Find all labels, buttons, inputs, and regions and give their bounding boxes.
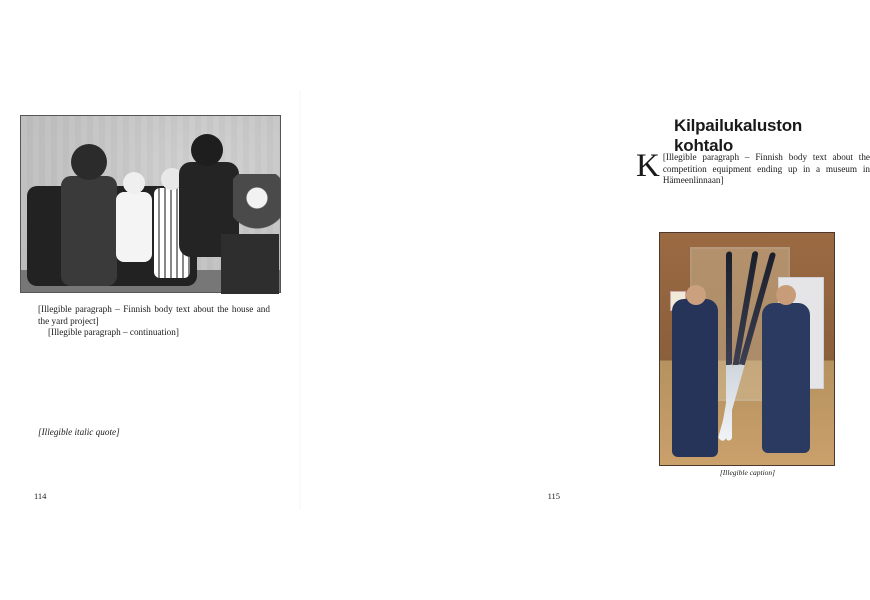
right-body-text [636, 148, 870, 187]
photo-person-baby-head [123, 172, 145, 194]
right-paragraph: [Illegible paragraph – Finnish body text about the competition equipment ending up in a museum in Hämeenlinnaan] [662, 152, 870, 186]
left-paragraph-1: [Illegible paragraph – Finnish body text about the house and the yard project] [38, 304, 270, 326]
photo-person-mother-head [191, 134, 223, 166]
ski-handover-photo [659, 232, 835, 466]
photo-person-left-head [686, 285, 706, 305]
photo-table [221, 234, 279, 294]
left-body-text [38, 304, 270, 339]
photo-caption: [Illegible caption] [719, 468, 776, 477]
right-page [300, 0, 870, 600]
left-quote: [Illegible italic quote] [38, 427, 120, 437]
page-number-right: 115 [547, 491, 560, 501]
left-paragraph-2: [Illegible paragraph – continuation] [48, 327, 179, 338]
page-number-left: 114 [34, 491, 47, 501]
drop-cap: K [636, 148, 660, 184]
photo-person-baby-body [116, 192, 152, 262]
photo-person-left-body [672, 299, 718, 457]
left-page [0, 0, 300, 600]
photo-person-right-body [762, 303, 810, 453]
photo-person-father-body [61, 176, 117, 286]
photo-flowers [233, 174, 281, 234]
family-photo [20, 115, 281, 293]
photo-person-father-head [71, 144, 107, 180]
photo-person-right-head [776, 285, 796, 305]
chapter-title: Kilpailukaluston kohtalo [674, 116, 803, 155]
